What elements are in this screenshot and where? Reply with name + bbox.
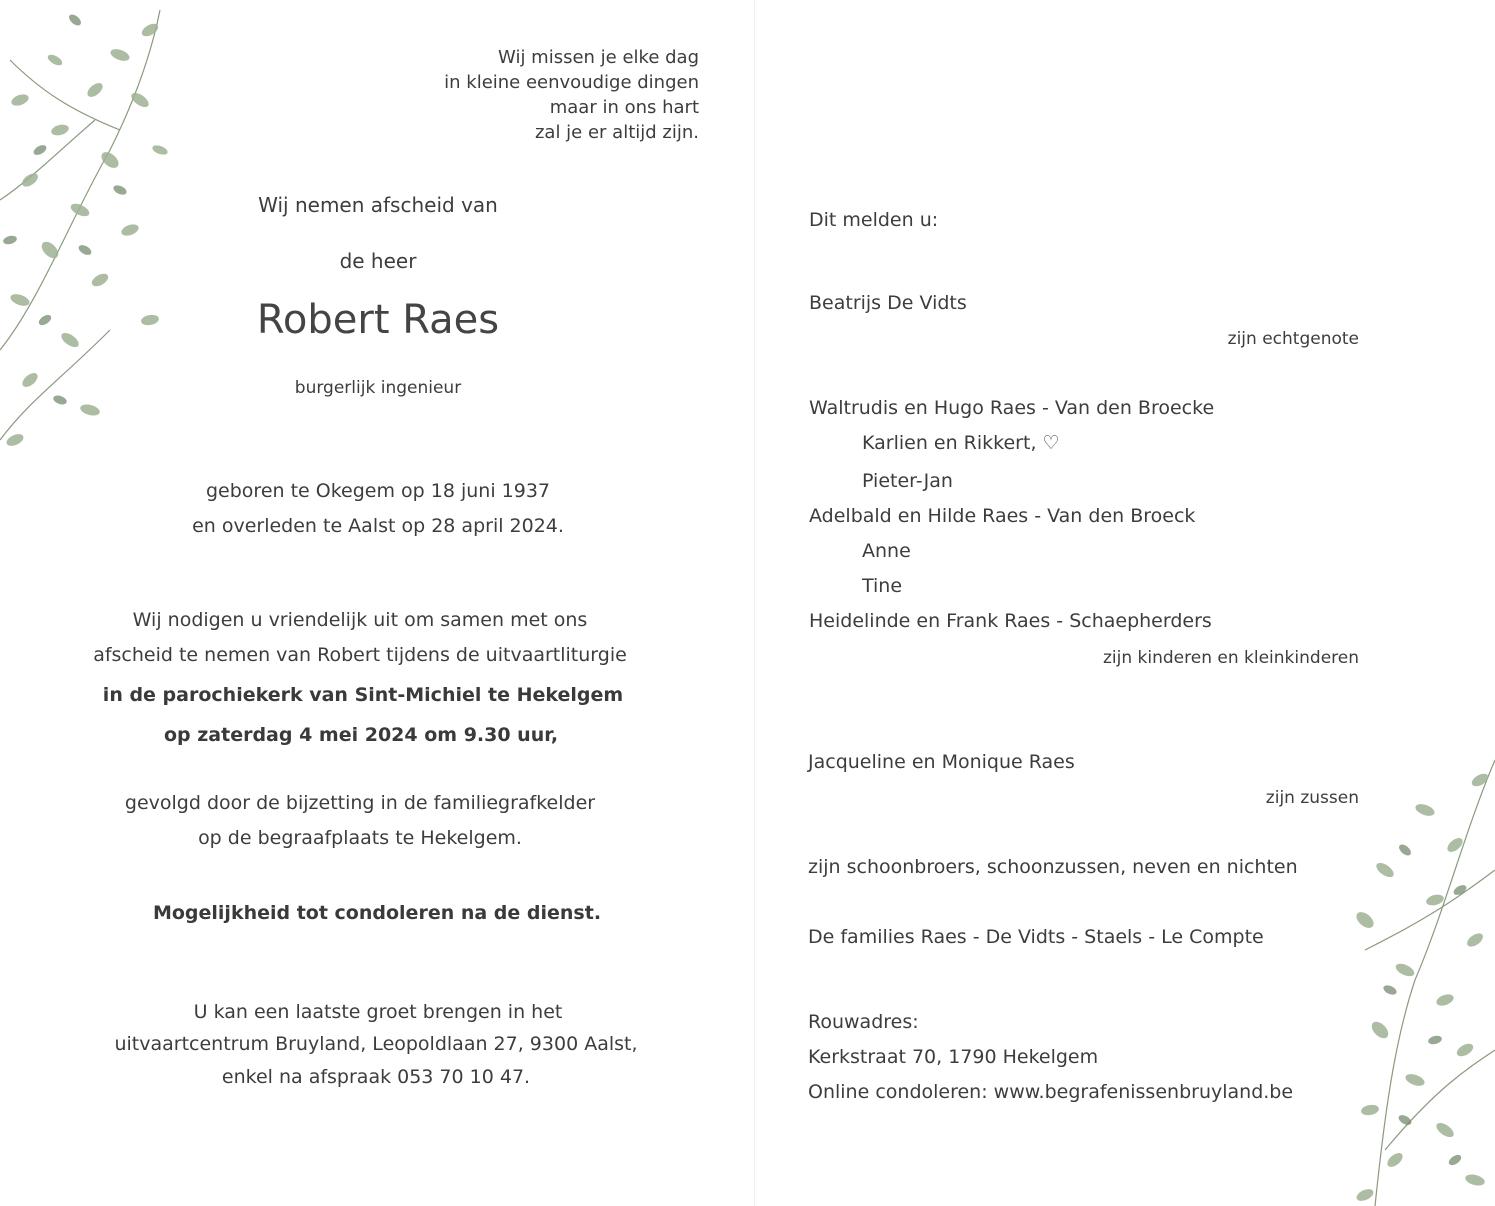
visit-line-3: enkel na afspraak 053 70 10 47. [221, 1066, 531, 1088]
spouse-role: zijn echtgenote [1227, 329, 1359, 349]
church-line: in de parochiekerk van Sint-Michiel te Hekelgem [102, 684, 624, 706]
child-1: Waltrudis en Hugo Raes - Van den Broecke [809, 397, 1215, 419]
burial-line-1: gevolgd door de bijzetting in de familiegrafkelder [124, 792, 596, 814]
announcement-heading: Dit melden u: [809, 209, 939, 231]
grandchild-2: Pieter-Jan [862, 470, 953, 492]
profession: burgerlijk ingenieur [294, 378, 462, 398]
mourning-address: Kerkstraat 70, 1790 Hekelgem [808, 1046, 1099, 1068]
eucalyptus-branch-top-left-decoration [0, 0, 175, 470]
grandchild-1: Karlien en Rikkert, ♡ [862, 432, 1060, 454]
poem-line-2: in kleine eenvoudige dingen [444, 72, 699, 93]
poem [444, 45, 699, 145]
sisters-role: zijn zussen [1265, 788, 1359, 808]
burial-line-2: op de begraafplaats te Hekelgem. [198, 827, 522, 849]
visit-line-2: uitvaartcentrum Bruyland, Leopoldlaan 27, 9300 Aalst, [114, 1033, 638, 1055]
service-date: op zaterdag 4 mei 2024 om 9.30 uur, [163, 724, 559, 746]
child-3: Heidelinde en Frank Raes - Schaepherders [809, 610, 1212, 632]
spouse-name: Beatrijs De Vidts [809, 292, 967, 314]
address-label: Rouwadres: [808, 1011, 919, 1033]
condolence-note: Mogelijkheid tot condoleren na de dienst. [152, 902, 602, 924]
invitation-line-1: Wij nodigen u vriendelijk uit om samen met ons [132, 609, 588, 631]
deceased-name: Robert Raes [256, 297, 500, 343]
grandchild-4: Tine [862, 575, 903, 597]
sisters-names: Jacqueline en Monique Raes [808, 751, 1075, 773]
poem-line-3: maar in ons hart [549, 97, 699, 118]
eucalyptus-branch-bottom-right-decoration [1345, 750, 1495, 1206]
salutation: de heer [339, 249, 417, 273]
right-page [755, 0, 1495, 1206]
intro-text: Wij nemen afscheid van [258, 193, 498, 217]
birth-line: geboren te Okegem op 18 juni 1937 [205, 480, 551, 502]
inlaws-line: zijn schoonbroers, schoonzussen, neven en nichten [808, 856, 1298, 878]
grandchild-3: Anne [862, 540, 911, 562]
invitation-line-2: afscheid te nemen van Robert tijdens de uitvaartliturgie [93, 644, 627, 666]
visit-line-1: U kan een laatste groet brengen in het [193, 1001, 563, 1023]
child-2: Adelbald en Hilde Raes - Van den Broeck [809, 505, 1196, 527]
poem-line-4: zal je er altijd zijn. [534, 122, 699, 143]
poem-line-1: Wij missen je elke dag [498, 47, 699, 68]
death-line: en overleden te Aalst op 28 april 2024. [192, 515, 564, 537]
online-condolence-link[interactable]: Online condoleren: www.begrafenissenbruyland.be [808, 1081, 1294, 1103]
families-line: De families Raes - De Vidts - Staels - Le Compte [808, 926, 1264, 948]
children-role: zijn kinderen en kleinkinderen [1103, 648, 1359, 668]
